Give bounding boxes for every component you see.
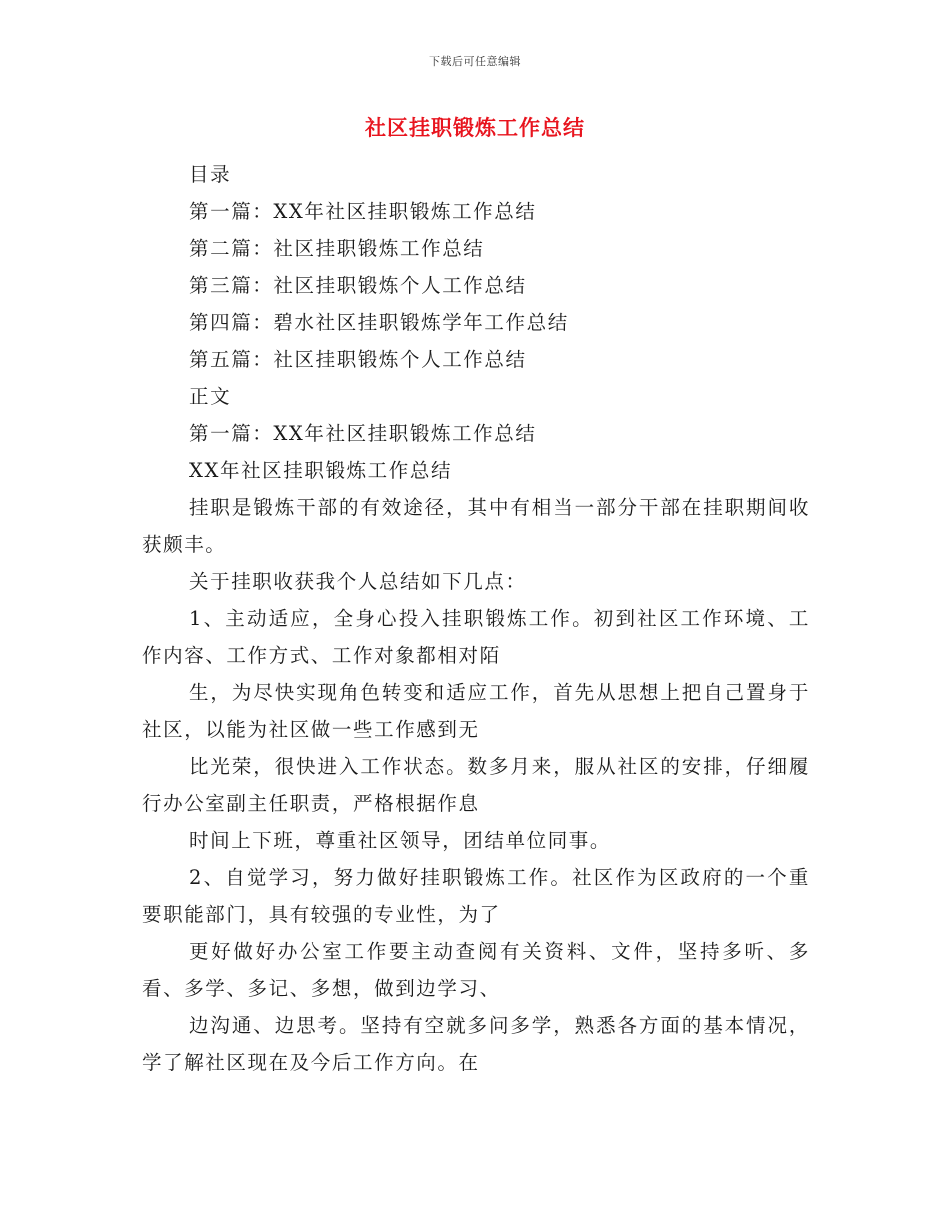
toc-heading: 目录	[189, 163, 232, 186]
section-heading: 第一篇：XX年社区挂职锻炼工作总结	[189, 422, 537, 445]
paragraph: 时间上下班，尊重社区领导，团结单位同事。	[189, 829, 612, 852]
document-body	[142, 156, 810, 1081]
body-heading: 正文	[189, 385, 232, 408]
paragraph: 2、自觉学习，努力做好挂职锻炼工作。社区作为区政府的一个重要职能部门，具有较强的专业性，为了	[142, 866, 810, 926]
toc-item: 第三篇：社区挂职锻炼个人工作总结	[189, 274, 527, 297]
paragraph: 1、主动适应，全身心投入挂职锻炼工作。初到社区工作环境、工作内容、工作方式、工作对象都相对陌	[142, 607, 810, 667]
paragraph: 生，为尽快实现角色转变和适应工作，首先从思想上把自己置身于社区，以能为社区做一些工作感到无	[142, 681, 810, 741]
paragraph: 比光荣，很快进入工作状态。数多月来，服从社区的安排，仔细履行办公室副主任职责，严格根据作息	[142, 755, 810, 815]
toc-item: 第四篇：碧水社区挂职锻炼学年工作总结	[189, 311, 569, 334]
header-note: 下载后可任意编辑	[429, 55, 521, 68]
paragraph: 关于挂职收获我个人总结如下几点：	[189, 570, 527, 593]
paragraph: 边沟通、边思考。坚持有空就多问多学，熟悉各方面的基本情况，学了解社区现在及今后工作方向。在	[142, 1014, 810, 1074]
document-title: 社区挂职锻炼工作总结	[365, 115, 585, 140]
toc-item: 第五篇：社区挂职锻炼个人工作总结	[189, 348, 527, 371]
toc-item: 第二篇：社区挂职锻炼工作总结	[189, 237, 485, 260]
toc-item: 第一篇：XX年社区挂职锻炼工作总结	[189, 200, 537, 223]
section-subtitle: XX年社区挂职锻炼工作总结	[189, 459, 453, 482]
paragraph: 更好做好办公室工作要主动查阅有关资料、文件，坚持多听、多看、多学、多记、多想，做到边学习、	[142, 940, 810, 1000]
paragraph: 挂职是锻炼干部的有效途径，其中有相当一部分干部在挂职期间收获颇丰。	[142, 496, 810, 556]
